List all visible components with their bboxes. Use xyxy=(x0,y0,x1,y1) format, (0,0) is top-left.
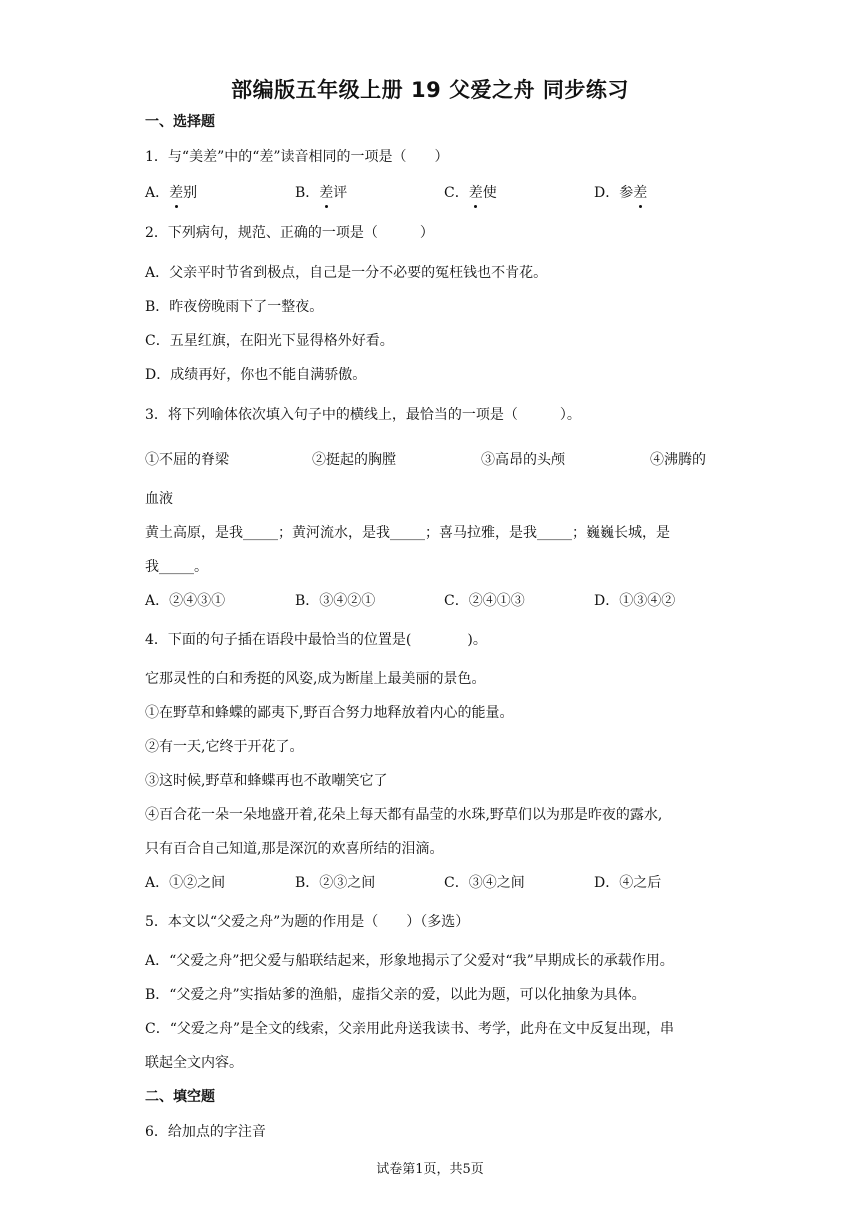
option-letter: C． xyxy=(444,185,469,201)
dotted-char: 差 xyxy=(633,185,648,201)
q3-sentence-line-1: 黄土高原，是我_____；黄河流水，是我_____；喜马拉雅，是我_____；巍巍长城，是 xyxy=(145,525,670,541)
q4-option-b: B．②③之间 xyxy=(295,875,376,891)
option-letter: D．参 xyxy=(594,185,634,201)
q3-option-c: C．②④①③ xyxy=(444,593,525,609)
q4-option-c: C．③④之间 xyxy=(444,875,525,891)
q4-paragraph-2: ②有一天,它终于开花了。 xyxy=(145,739,304,755)
q2-option-d: D．成绩再好，你也不能自满骄傲。 xyxy=(145,367,367,383)
dotted-char: 差 xyxy=(468,185,483,201)
q4-option-d: D．④之后 xyxy=(594,875,662,891)
q2-option-a: A．父亲平时节省到极点，自己是一分不必要的冤枉钱也不肯花。 xyxy=(145,265,548,281)
q3-item-1: ①不屈的脊梁 xyxy=(145,452,229,468)
section-heading-fill: 二、填空题 xyxy=(145,1089,215,1105)
option-letter: A． xyxy=(145,185,170,201)
q3-option-d: D．①③④② xyxy=(594,593,676,609)
q4-paragraph-1: ①在野草和蜂蝶的鄙夷下,野百合努力地释放着内心的能量。 xyxy=(145,705,514,721)
q2-option-c: C．五星红旗，在阳光下显得格外好看。 xyxy=(145,333,394,349)
q5-option-b: B．“父爱之舟”实指姑爹的渔船，虚指父亲的爱，以此为题，可以化抽象为具体。 xyxy=(145,987,646,1003)
dotted-char: 差 xyxy=(319,185,334,201)
q4-option-a: A．①②之间 xyxy=(145,875,226,891)
option-rest: 别 xyxy=(183,185,198,201)
q3-item-2: ②挺起的胸膛 xyxy=(312,452,396,468)
question-4-stem: 4．下面的句子插在语段中最恰当的位置是( )。 xyxy=(145,632,487,648)
option-letter: B． xyxy=(295,185,320,201)
q2-option-b: B．昨夜傍晚雨下了一整夜。 xyxy=(145,299,324,315)
q4-paragraph-3: ③这时候,野草和蜂蝶再也不敢嘲笑它了 xyxy=(145,773,388,789)
q3-item-4: ④沸腾的 xyxy=(650,452,706,468)
q5-option-a: A．“父爱之舟”把父爱与船联结起来，形象地揭示了父爱对“我”早期成长的承载作用。 xyxy=(145,953,674,969)
q5-option-c-continued: 联起全文内容。 xyxy=(145,1055,243,1071)
page-title: 部编版五年级上册 19 父爱之舟 同步练习 xyxy=(231,78,629,102)
question-6-stem: 6．给加点的字注音 xyxy=(145,1124,266,1140)
option-rest: 评 xyxy=(333,185,348,201)
q1-option-a xyxy=(145,183,197,203)
q3-item-4-continued: 血液 xyxy=(145,491,173,507)
q3-option-a: A．②④③① xyxy=(145,593,226,609)
q3-item-3: ③高昂的头颅 xyxy=(481,452,565,468)
q3-option-b: B．③④②① xyxy=(295,593,376,609)
q3-sentence-line-2: 我_____。 xyxy=(145,559,208,575)
question-1-stem: 1．与“美差”中的“差”读音相同的一项是（ ） xyxy=(145,149,449,165)
question-3-stem: 3．将下列喻体依次填入句子中的横线上，最恰当的一项是（ ）。 xyxy=(145,407,581,423)
q4-sentence: 它那灵性的白和秀挺的风姿,成为断崖上最美丽的景色。 xyxy=(145,671,486,687)
question-2-stem: 2．下列病句，规范、正确的一项是（ ） xyxy=(145,225,434,241)
q4-paragraph-4: ④百合花一朵一朵地盛开着,花朵上每天都有晶莹的水珠,野草们以为那是昨夜的露水, xyxy=(145,807,663,823)
q5-option-c: C．“父爱之舟”是全文的线索，父亲用此舟送我读书、考学，此舟在文中反复出现，串 xyxy=(145,1021,675,1037)
dotted-char: 差 xyxy=(169,185,184,201)
q1-option-c xyxy=(444,183,497,203)
page-footer: 试卷第1页，共5页 xyxy=(376,1162,484,1177)
option-rest: 使 xyxy=(482,185,497,201)
section-heading-choice: 一、选择题 xyxy=(145,114,215,130)
q1-option-d xyxy=(594,183,647,203)
q1-option-b xyxy=(295,183,347,203)
question-5-stem: 5．本文以“父爱之舟”为题的作用是（ ）（多选） xyxy=(145,914,470,930)
q4-paragraph-4-continued: 只有百合自己知道,那是深沉的欢喜所结的泪滴。 xyxy=(145,841,444,857)
